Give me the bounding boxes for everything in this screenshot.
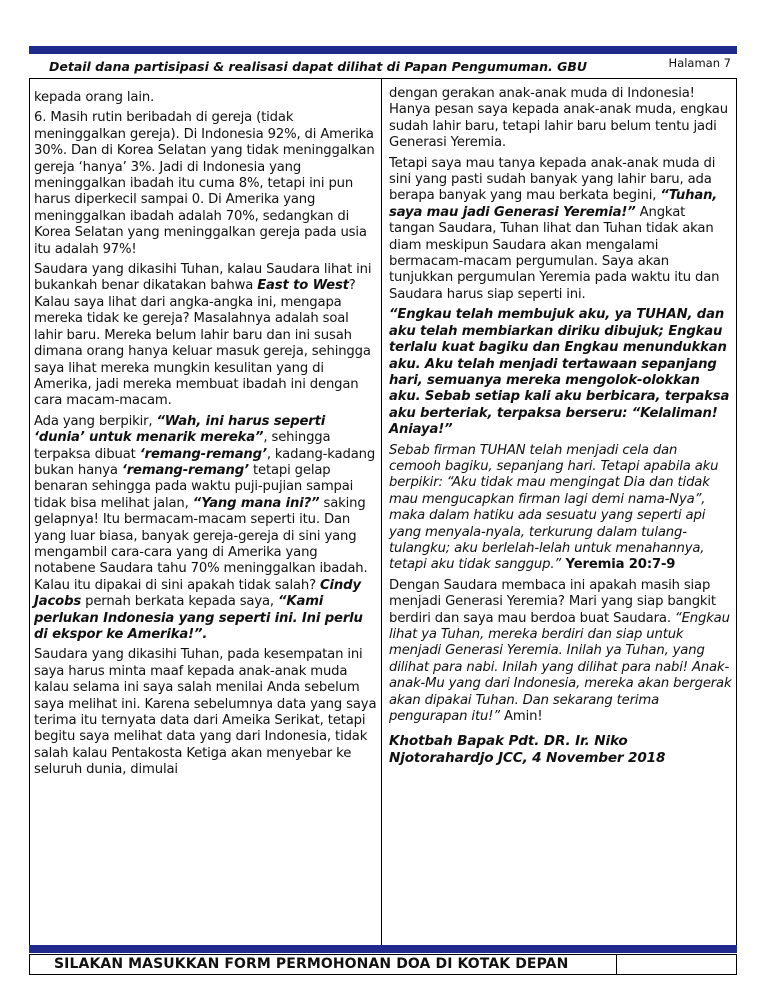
page-header	[29, 55, 737, 77]
emphasis: “Kami perlukan Indonesia yang seperti ini. Ini perlu di ekspor ke Amerika!”.	[34, 594, 363, 642]
sermon-author: Khotbah Bapak Pdt. DR. Ir. Niko Njotorahardjo JCC, 4 November 2018	[389, 733, 666, 767]
footer-text: SILAKAN MASUKKAN FORM PERMOHONAN DOA DI KOTAK DEPAN	[54, 956, 569, 972]
paragraph: Ada yang berpikir, “Wah, ini harus seperti ‘dunia’ untuk menarik mereka”, sehingga terpaksa dibuat ‘remang-remang’, kadang-kadang bukan hanya ‘remang-remang’ tetapi gelap benaran sehingga pada waktu puji-pujian sampai tidak bisa melihat jalan, “Yang mana ini?” saking gelapnya! Itu bermacam-macam seperti itu. Dan yang luar biasa, banyak gereja-gereja di sini yang mengambil cara-cara yang di Amerika yang notabene Saudara tahu 70% meninggalkan ibadah. Kalau itu dipakai di sini apakah tidak salah? Cindy Jacobs pernah berkata kepada saya, “Kami perlukan Indonesia yang seperti ini. Ini perlu di ekspor ke Amerika!”.	[34, 413, 376, 642]
emphasis: “Yang mana ini?”	[192, 495, 320, 511]
top-accent-bar	[29, 46, 737, 54]
header-notice: Detail dana partisipasi & realisasi dapat dilihat di Papan Pengumuman. GBU	[49, 59, 588, 74]
paragraph: dengan gerakan anak-anak muda di Indonesia! Hanya pesan saya kepada anak-anak muda, engkau sudah lahir baru, tetapi lahir baru belum tentu jadi Generasi Yeremia.	[389, 86, 728, 151]
header-rule	[29, 78, 737, 79]
paragraph: Saudara yang dikasihi Tuhan, kalau Saudara lihat ini bukankah benar dikatakan bahwa East to West? Kalau saya lihat dari angka-angka ini, mengapa mereka tidak ke gereja? Masalahnya adalah soal lahir baru. Mereka belum lahir baru dan ini susah dimana orang hanya keluar masuk gereja, sehingga saya lihat mereka mungkin kesulitan yang di Amerika, jadi mereka membuat ibadah ini dengan cara macam-macam.	[34, 262, 372, 409]
prayer: “Engkau lihat ya Tuhan, mereka berdiri dan siap untuk menjadi Generasi Yeremia. Inilah ya Tuhan, yang dilihat para nabi. Inilah yang dilihat para nabi! Anak-anak-Mu yang dari Indonesia, mereka akan bergerak akan dipakai Tuhan. Dan sekarang terima pengurapan itu!”	[389, 610, 732, 725]
paragraph: 6. Masih rutin beribadah di gereja (tidak meninggalkan gereja). Di Indonesia 92%, di Amerika 30%. Dan di Korea Selatan yang tidak meninggalkan gereja ‘hanya’ 3%. Jadi di Indonesia yang meninggalkan ibadah itu cuma 8%, tetapi ini pun harus diperkecil sampai 0. Di Amerika yang meninggalkan ibadah adalah 70%, sedangkan di Korea Selatan yang meninggalkan gereja pada usia itu adalah 97%!	[34, 110, 375, 257]
scripture-quote: Sebab firman TUHAN telah menjadi cela dan cemooh bagiku, sepanjang hari. Tetapi apabila aku berpikir: “Aku tidak mau mengingat Dia dan tidak mau mengucapkan firman lagi demi nama-Nya”, maka dalam hatiku ada sesuatu yang seperti api yang menyala-nyala, terkurung dalam tulang-tulangku; aku berlelah-lelah untuk menahannya, tetapi aku tidak sanggup.” Yeremia 20:7-9	[389, 442, 719, 573]
scripture-reference: Yeremia 20:7-9	[561, 557, 676, 573]
right-column	[389, 86, 733, 767]
left-column	[34, 90, 377, 783]
scripture-quote: “Engkau telah membujuk aku, ya TUHAN, dan aku telah membiarkan diriku dibujuk; Engkau terlalu kuat bagiku dan Engkau menundukkan aku. Aku telah menjadi tertawaan sepanjang hari, semuanya mereka mengolok-olokkan aku. Sebab setiap kali aku berbicara, terpaksa aku berteriak, terpaksa berseru: “Kelaliman! Aniaya!”	[389, 307, 730, 438]
emphasis: ‘remang-remang’	[139, 446, 267, 462]
right-border	[736, 79, 737, 945]
emphasis: East to West	[257, 278, 349, 294]
paragraph: Saudara yang dikasihi Tuhan, pada kesempatan ini saya harus minta maaf kepada anak-anak muda kalau selama ini saya salah menilai Anda sebelum saya melihat ini. Karena sebelumnya data yang saya terima itu ternyata data dari Ameika Serikat, tetapi begitu saya melihat data yang dari Indonesia, tidak salah kalau Pentakosta Ketiga akan menyebar ke seluruh dunia, dimulai	[34, 647, 377, 778]
bottom-accent-bar	[29, 945, 737, 953]
emphasis: ‘remang-remang’	[121, 462, 249, 478]
left-border	[29, 79, 30, 945]
paragraph: Dengan Saudara membaca ini apakah masih siap menjadi Generasi Yeremia? Mari yang siap bangkit berdiri dan saya mau berdoa buat Saudara. “Engkau lihat ya Tuhan, mereka berdiri dan siap untuk menjadi Generasi Yeremia. Inilah ya Tuhan, yang dilihat para nabi. Inilah yang dilihat para nabi! Anak-anak-Mu yang dari Indonesia, mereka akan bergerak akan dipakai Tuhan. Dan sekarang terima pengurapan itu!” Amin!	[389, 577, 732, 725]
footer-box-divider	[616, 954, 617, 975]
emphasis: “Wah, ini harus seperti ‘dunia’ untuk menarik mereka”	[34, 413, 326, 446]
page-footer	[29, 954, 737, 975]
column-divider	[381, 79, 382, 945]
emphasis: “Tuhan, saya mau jadi Generasi Yeremia!”	[389, 188, 718, 220]
paragraph: Tetapi saya mau tanya kepada anak-anak muda di sini yang pasti sudah banyak yang lahir baru, ada berapa banyak yang mau berkata begini, “Tuhan, saya mau jadi Generasi Yeremia!” Angkat tangan Saudara, Tuhan lihat dan Tuhan tidak akan diam meskipun Saudara akan mengalami bermacam-macam pergumulan. Saya akan tunjukkan pergumulan Yeremia pada waktu itu dan Saudara harus siap seperti ini.	[389, 155, 720, 302]
page-number: Halaman 7	[668, 56, 731, 70]
emphasis: Cindy Jacobs	[34, 577, 361, 610]
paragraph: kepada orang lain.	[34, 90, 155, 105]
